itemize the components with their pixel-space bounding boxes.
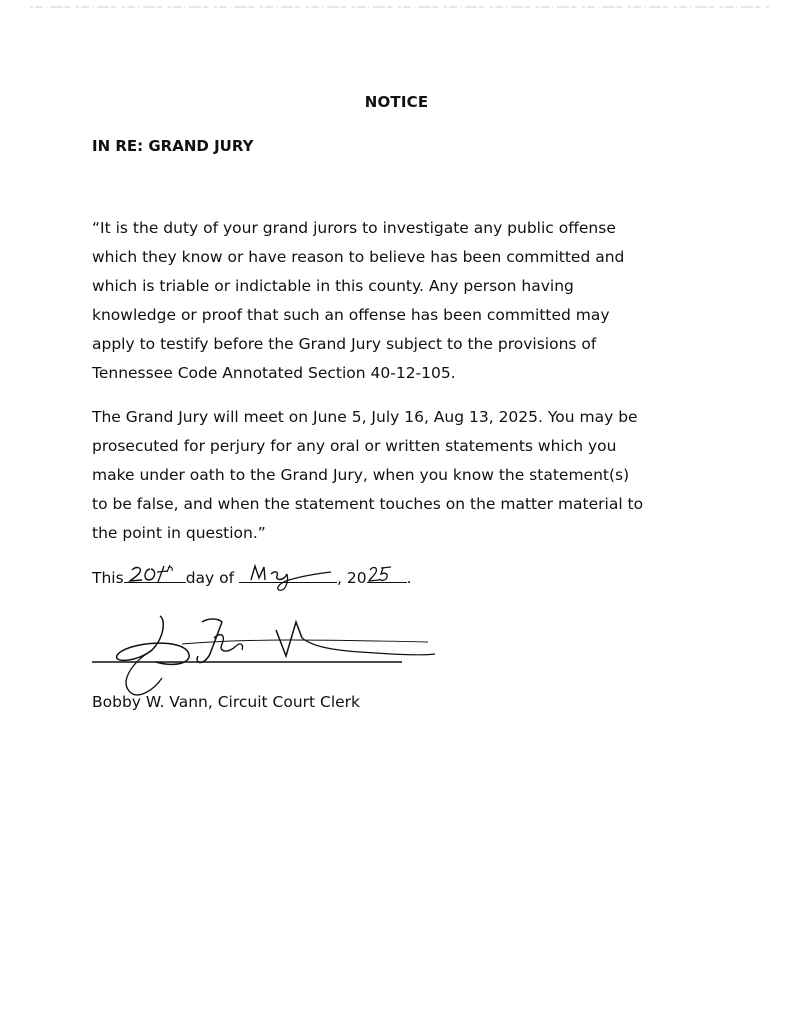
paragraph-line: to be false, and when the statement touches on the matter material to [92,495,644,513]
notice-title-text: NOTICE [364,93,429,111]
year-prefix: , 20 [337,569,367,587]
in-re-heading: IN RE: GRAND JURY [92,137,254,155]
paragraph-line: knowledge or proof that such an offense has been committed may [92,306,610,324]
date-prefix: This [92,569,124,587]
date-line [92,564,412,593]
paragraph-line: Tennessee Code Annotated Section 40-12-105. [92,364,456,382]
paragraph-line: apply to testify before the Grand Jury subject to the provisions of [92,335,597,353]
handwritten-day [124,564,186,584]
paragraph-line: the point in question.” [92,524,266,542]
paragraph-line: The Grand Jury will meet on June 5, July 16, Aug 13, 2025. You may be [92,408,638,426]
paragraph-line: “It is the duty of your grand jurors to investigate any public offense [92,219,616,237]
clerk-name-line: Bobby W. Vann, Circuit Court Clerk [92,693,361,711]
paragraph-line: make under oath to the Grand Jury, when you know the statement(s) [92,466,630,484]
year-blank [367,564,407,583]
date-suffix: . [406,569,412,587]
handwritten-month [239,564,349,594]
scan-artifact [30,5,770,9]
paragraph-meeting [92,403,702,548]
day-blank [124,564,186,583]
month-blank [239,564,337,583]
paragraph-line: which they know or have reason to believe has been committed and [92,248,625,266]
handwritten-year [367,564,407,584]
paragraph-line: which is triable or indictable in this county. Any person having [92,277,574,295]
paragraph-line: prosecuted for perjury for any oral or written statements which you [92,437,617,455]
notice-title [0,93,791,111]
paragraph-duty [92,214,702,388]
day-of-text: day of [185,569,235,587]
